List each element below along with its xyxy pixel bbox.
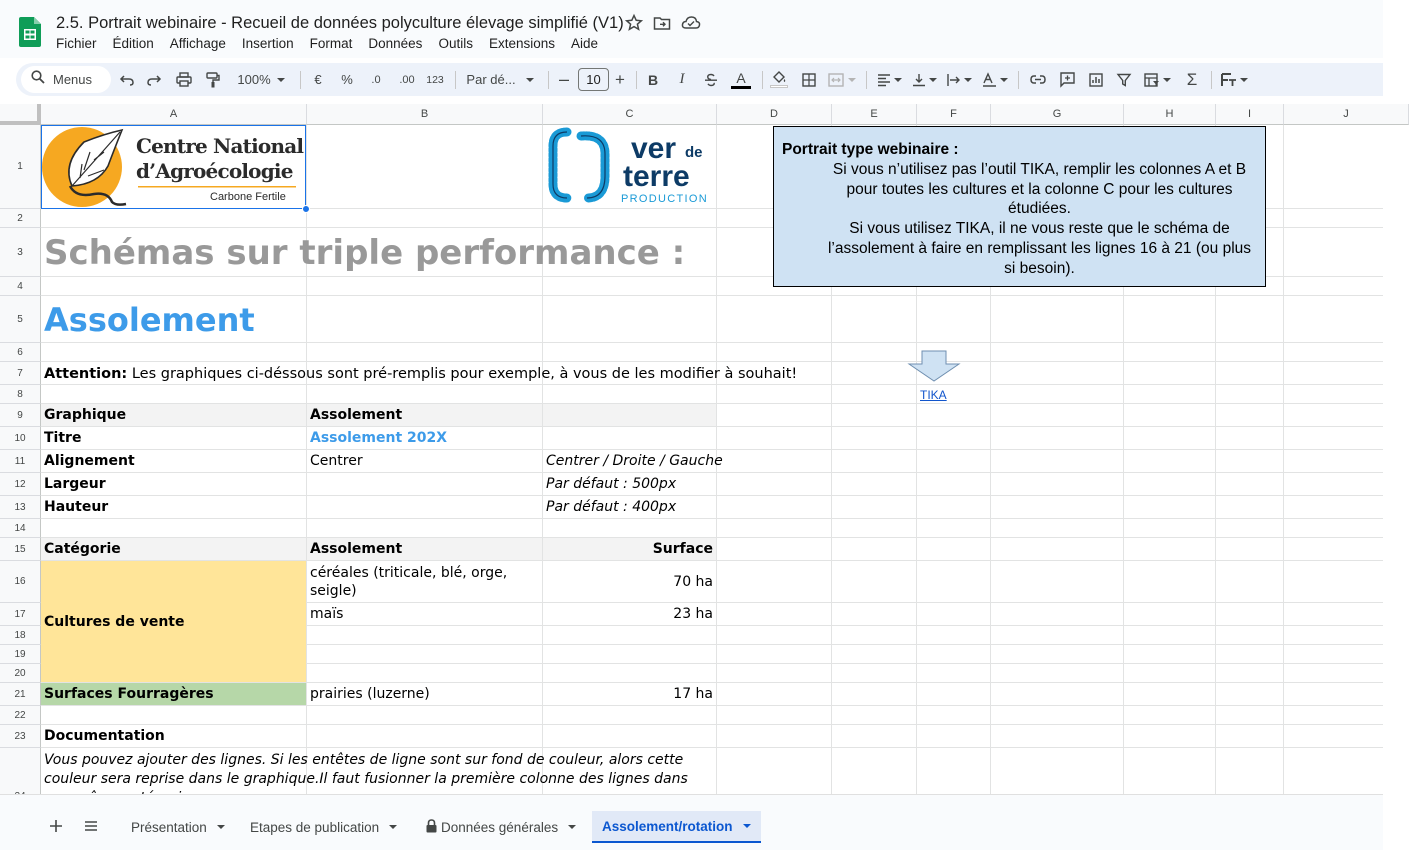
documentation-text[interactable]: Vous pouvez ajouter des lignes. Si les entêtes de ligne sont sur fond de couleur, alors cette couleur sera reprise dans le graphique.Il faut fusionner la première colonne des lignes dans	[44, 752, 688, 787]
menu-donnees[interactable]: Données	[368, 36, 423, 51]
config-header-empty[interactable]	[543, 404, 716, 426]
row-header-11[interactable]: 11	[0, 450, 41, 473]
note-line2: Si vous utilisez TIKA, il ne vous reste que le schéma de l’assolement à faire en remplissant les lignes 16 à 21 (ou plus si besoin).	[827, 220, 1252, 277]
tika-link[interactable]: TIKA	[920, 387, 947, 402]
row-header-17[interactable]: 17	[0, 603, 41, 626]
font-family-value: Par dé...	[466, 72, 516, 87]
insert-link-icon[interactable]	[1026, 63, 1050, 96]
column-header-f[interactable]: F	[917, 104, 991, 125]
input-tools-icon[interactable]	[1217, 63, 1251, 96]
ver-de-terre-logo[interactable]	[543, 126, 716, 208]
bold-button[interactable]: B	[647, 71, 659, 88]
config-header-graphique[interactable]: Graphique	[41, 404, 306, 426]
zoom-value: 100%	[237, 72, 271, 87]
filter-views-icon[interactable]	[1140, 63, 1174, 96]
row-header-8[interactable]: 8	[0, 385, 41, 404]
config-value-titre[interactable]: Assolement 202X	[310, 430, 448, 446]
sheet-tab-bar	[0, 794, 1383, 850]
cna-logo[interactable]	[41, 125, 306, 209]
menu-bar	[48, 35, 606, 52]
percent-format-button[interactable]: %	[341, 72, 353, 87]
print-icon[interactable]	[173, 63, 195, 96]
font-size-decrease-button[interactable]: –	[558, 69, 569, 89]
row-header-5[interactable]: 5	[0, 296, 41, 343]
menu-extensions[interactable]: Extensions	[488, 36, 555, 51]
row-header-3[interactable]: 3	[0, 228, 41, 277]
attention-note[interactable]	[41, 362, 881, 385]
config-label-hauteur[interactable]: Hauteur	[44, 499, 109, 515]
row-header-6[interactable]: 6	[0, 343, 41, 362]
text-wrapping-icon[interactable]	[944, 63, 974, 96]
column-header-h[interactable]: H	[1124, 104, 1216, 125]
row-header-23[interactable]: 23	[0, 725, 41, 748]
row-header-7[interactable]: 7	[0, 362, 41, 385]
strikethrough-icon[interactable]	[700, 63, 722, 96]
vertical-align-icon[interactable]	[909, 63, 939, 96]
menu-affichage[interactable]: Affichage	[169, 36, 226, 51]
fill-color-icon[interactable]	[768, 63, 790, 96]
table-cell-assolement-16[interactable]: céréales (triticale, blé, orge, seigle)	[310, 564, 508, 599]
menu-aide[interactable]: Aide	[571, 36, 599, 51]
redo-icon[interactable]	[143, 63, 165, 96]
italic-button[interactable]: I	[679, 71, 685, 87]
text-color-button[interactable]	[729, 63, 753, 96]
page-heading[interactable]: Schémas sur triple performance :	[44, 232, 686, 273]
vdt-logo-de: de	[685, 144, 703, 161]
sheet-tab-label: Données générales	[441, 819, 559, 835]
currency-format-button[interactable]: €	[314, 72, 322, 87]
table-cell-assolement-17[interactable]: maïs	[310, 606, 344, 622]
document-title[interactable]: 2.5. Portrait webinaire - Recueil de données polyculture élevage simplifié (V1)	[56, 14, 624, 32]
column-header-e[interactable]: E	[832, 104, 917, 125]
column-header-i[interactable]: I	[1216, 104, 1284, 125]
insert-chart-icon[interactable]	[1085, 63, 1107, 96]
cna-logo-line1: Centre National	[136, 134, 304, 158]
font-size-increase-button[interactable]: +	[615, 69, 625, 89]
row-header-19[interactable]: 19	[0, 645, 41, 664]
row-header-21[interactable]: 21	[0, 683, 41, 706]
text-rotation-icon[interactable]	[979, 63, 1011, 96]
font-family-select[interactable]	[464, 63, 536, 96]
vdt-logo-line1: ver	[631, 132, 677, 165]
paint-format-icon[interactable]	[202, 63, 224, 96]
column-header-b[interactable]: B	[307, 104, 543, 125]
row-header-15[interactable]: 15	[0, 538, 41, 561]
filter-icon[interactable]	[1113, 63, 1135, 96]
sheet-tab-presentation[interactable]	[121, 811, 235, 843]
column-header-j[interactable]: J	[1284, 104, 1409, 125]
title-bar	[0, 0, 1383, 58]
decrease-decimal-label: .0	[371, 73, 381, 86]
text-color-swatch	[731, 86, 751, 89]
row-header-22[interactable]: 22	[0, 706, 41, 725]
config-hint-alignement[interactable]: Centrer / Droite / Gauche	[546, 453, 723, 469]
sheet-tab-label: Etapes de publication	[250, 819, 380, 835]
borders-icon[interactable]	[798, 63, 820, 96]
cloud-saved-icon[interactable]	[681, 14, 699, 32]
select-all-corner[interactable]	[0, 104, 41, 125]
sheet-tab-label: Présentation	[131, 819, 207, 835]
spreadsheet-grid[interactable]	[0, 104, 1383, 794]
decrease-decimal-button[interactable]	[365, 63, 387, 96]
table-cell-surface-16[interactable]: 70 ha	[673, 573, 713, 590]
search-menus-input[interactable]	[21, 66, 111, 93]
cna-logo-line2: d’Agroécologie	[136, 159, 293, 183]
note-line1: Si vous n’utilisez pas l’outil TIKA, remplir les colonnes A et B pour toutes les cultures et la colonne C pour les cultures étudiées.	[832, 160, 1247, 218]
table-header-surface[interactable]: Surface	[543, 538, 716, 560]
attention-text: Les graphiques ci-déssous sont pré-remplis pour exemple, à vous de les modifier à souhait!	[127, 365, 798, 382]
instructions-note[interactable]	[773, 126, 1266, 287]
row-header-2[interactable]: 2	[0, 209, 41, 228]
column-header-d[interactable]: D	[717, 104, 832, 125]
vdt-logo-line2: terre	[623, 160, 690, 193]
row-header-16[interactable]: 16	[0, 561, 41, 603]
config-label-largeur[interactable]: Largeur	[44, 476, 106, 492]
column-header-g[interactable]: G	[991, 104, 1124, 125]
note-title: Portrait type webinaire :	[782, 141, 959, 158]
sheet-tab-label: Assolement/rotation	[602, 818, 733, 834]
insert-comment-icon[interactable]	[1056, 63, 1078, 96]
merge-cells-icon[interactable]	[825, 63, 859, 96]
section-heading[interactable]: Assolement	[44, 300, 255, 339]
table-cell-surface-17[interactable]: 23 ha	[673, 606, 713, 622]
sheet-tab-donnees-generales[interactable]	[416, 811, 586, 843]
table-header-categorie[interactable]: Catégorie	[41, 538, 306, 560]
column-header-c[interactable]: C	[543, 104, 717, 125]
menu-edition[interactable]: Édition	[112, 36, 154, 51]
config-header-assolement[interactable]: Assolement	[307, 404, 542, 426]
config-label-alignement[interactable]: Alignement	[44, 453, 135, 469]
row-header-9[interactable]: 9	[0, 404, 41, 427]
sheet-tab-assolement-rotation[interactable]	[592, 811, 761, 843]
sheets-logo-icon[interactable]	[19, 17, 41, 47]
table-cell-surface-21[interactable]: 17 ha	[673, 686, 713, 702]
text-color-label: A	[736, 69, 746, 86]
zoom-select[interactable]	[230, 63, 292, 96]
row-header-12[interactable]: 12	[0, 473, 41, 496]
functions-button[interactable]: Σ	[1186, 69, 1198, 89]
undo-icon[interactable]	[116, 63, 138, 96]
menu-format[interactable]: Format	[309, 36, 353, 51]
documentation-label[interactable]: Documentation	[44, 728, 165, 744]
add-sheet-icon[interactable]	[47, 817, 65, 835]
star-icon[interactable]	[625, 14, 643, 32]
table-cell-assolement-21[interactable]: prairies (luzerne)	[310, 686, 430, 702]
lock-icon	[426, 819, 437, 836]
increase-decimal-label: .00	[399, 73, 415, 86]
move-folder-icon[interactable]	[653, 14, 671, 32]
config-hint-hauteur[interactable]: Par défaut : 400px	[546, 499, 677, 515]
row-header-1[interactable]: 1	[0, 125, 41, 209]
table-header-assolement[interactable]: Assolement	[307, 538, 542, 560]
row-header-14[interactable]: 14	[0, 519, 41, 538]
menu-outils[interactable]: Outils	[438, 36, 473, 51]
cna-logo-tagline: Carbone Fertile	[210, 191, 286, 203]
selection-handle[interactable]	[302, 205, 310, 213]
increase-decimal-button[interactable]	[394, 63, 420, 96]
config-value-alignement[interactable]: Centrer	[310, 453, 363, 469]
menu-insertion[interactable]: Insertion	[241, 36, 294, 51]
toolbar	[16, 63, 1383, 96]
config-hint-largeur[interactable]: Par défaut : 500px	[546, 476, 677, 492]
search-icon	[31, 70, 45, 89]
font-size-input[interactable]: 10	[578, 68, 609, 91]
column-header-a[interactable]: A	[41, 104, 307, 125]
row-header-13[interactable]: 13	[0, 496, 41, 519]
category-cultures-de-vente[interactable]: Cultures de vente	[41, 561, 306, 682]
all-sheets-icon[interactable]	[82, 817, 100, 835]
row-header-4[interactable]: 4	[0, 277, 41, 296]
menu-fichier[interactable]: Fichier	[56, 36, 97, 51]
number-format-button[interactable]: 123	[426, 73, 444, 86]
category-surfaces-fourrageres[interactable]: Surfaces Fourragères	[41, 683, 306, 705]
row-header-10[interactable]: 10	[0, 427, 41, 450]
row-header-20[interactable]: 20	[0, 664, 41, 683]
down-arrow-icon[interactable]	[908, 350, 960, 382]
horizontal-align-icon[interactable]	[873, 63, 905, 96]
search-label: Menus	[53, 72, 93, 87]
config-label-titre[interactable]: Titre	[44, 430, 82, 446]
vdt-logo-line3: PRODUCTION	[621, 193, 708, 205]
attention-label: Attention:	[44, 365, 128, 382]
row-header-18[interactable]: 18	[0, 626, 41, 645]
sheet-tab-etapes[interactable]	[240, 811, 407, 843]
